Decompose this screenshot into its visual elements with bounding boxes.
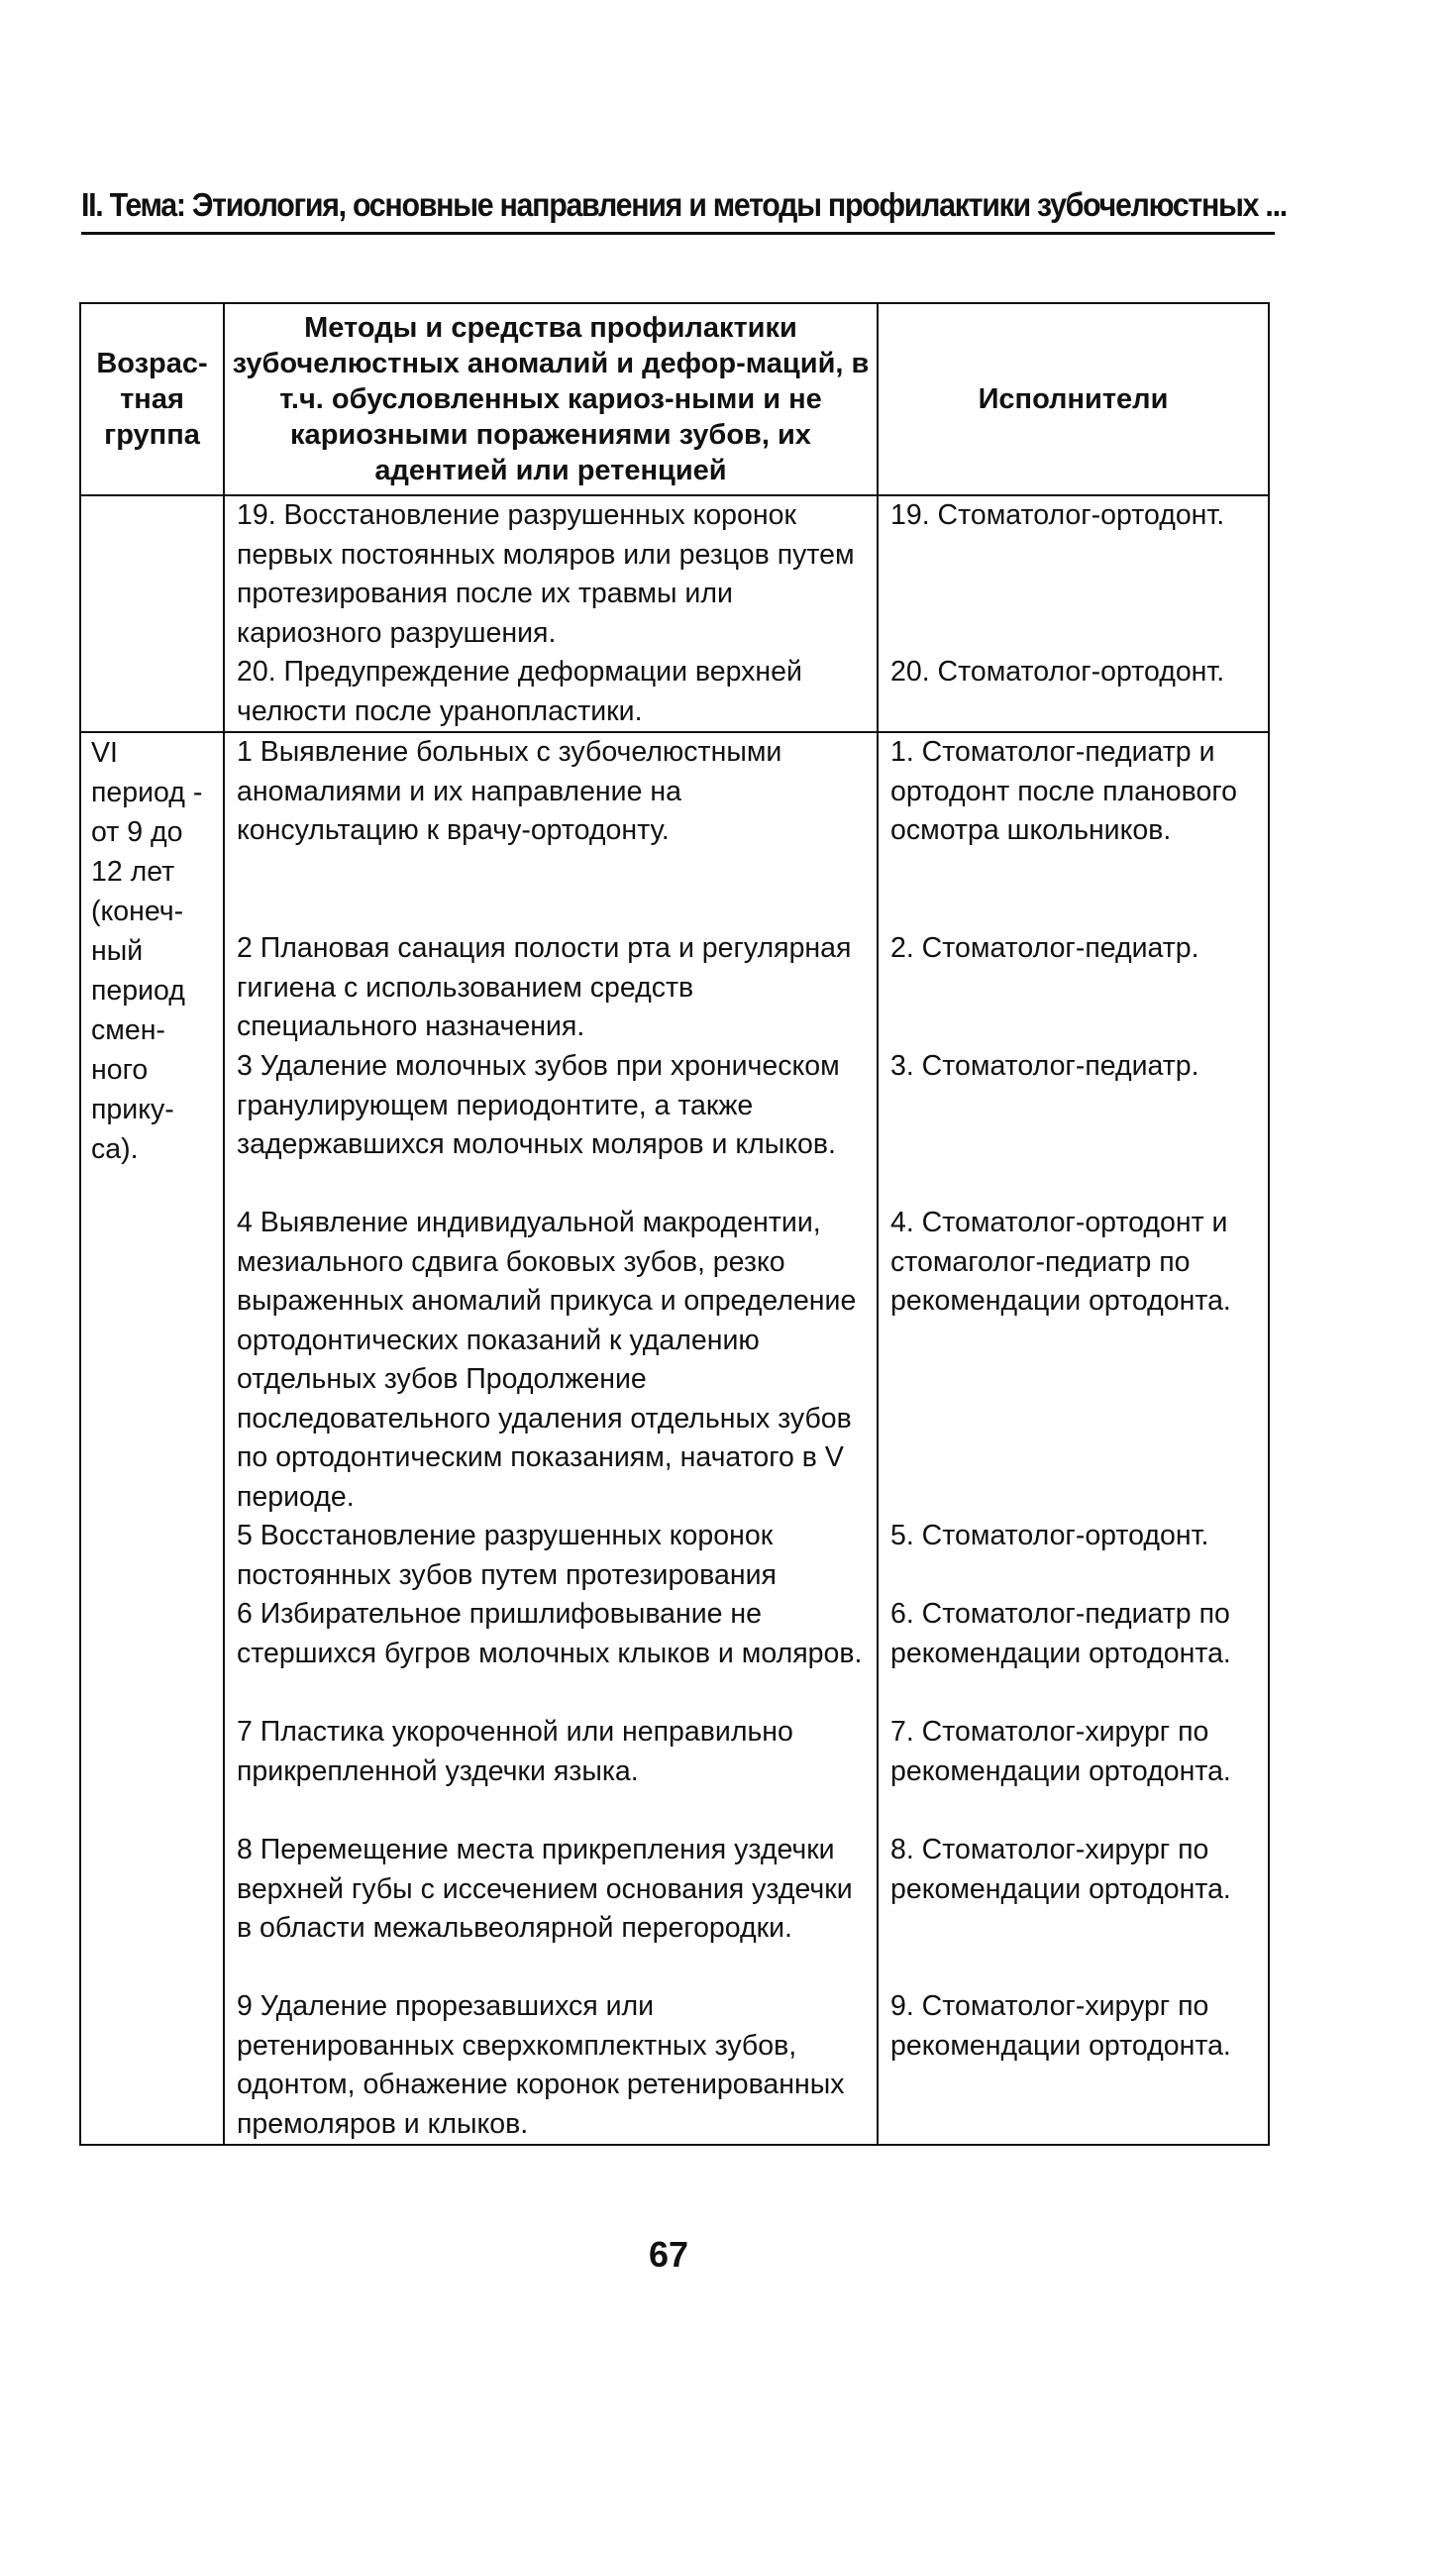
header-methods: Методы и средства профилактики зубочелюстных аномалий и дефор-маций, в т.ч. обусловленных кариоз-ными и не кариозными поражениями зубов, их адентией или ретенцией	[224, 303, 878, 495]
executor-item-8: 8. Стоматолог-хирург по рекомендации ортодонта.	[890, 1834, 1231, 1905]
table-header-row	[80, 303, 1269, 495]
method-item-5: 5 Восстановление разрушенных коронок постоянных зубов путем протезирования	[237, 1520, 777, 1591]
cont-executors-cell	[878, 495, 1269, 732]
method-item-1: 1 Выявление больных с зубочелюстными аномалиями и их направление на консультацию к врачу-ортодонту.	[237, 736, 782, 846]
executor-item-19: 19. Стоматолог-ортодонт.	[890, 499, 1225, 531]
prophylaxis-table	[79, 302, 1270, 2146]
cont-age-group	[80, 495, 224, 732]
method-item-20: 20. Предупреждение деформации верхней челюсти после уранопластики.	[237, 656, 802, 727]
executor-item-20: 20. Стоматолог-ортодонт.	[890, 656, 1225, 688]
period-age-group: VI период - от 9 до 12 лет (конеч-ный период смен-ного прику-са).	[80, 732, 224, 2145]
table-row-continuation	[80, 495, 1269, 732]
executor-item-6: 6. Стоматолог-педиатр по рекомендации ортодонта.	[890, 1598, 1231, 1669]
table-row-period-vi	[80, 732, 1269, 2145]
method-item-8: 8 Перемещение места прикрепления уздечки верхней губы с иссечением основания уздечки в области межальвеолярной перегородки.	[237, 1834, 853, 1944]
executor-item-4: 4. Стоматолог-ортодонт и стомаголог-педиатр по рекомендации ортодонта.	[890, 1207, 1231, 1317]
header-age-group: Возрас-тная группа	[80, 303, 224, 495]
period-methods-cell	[224, 732, 878, 2145]
method-item-9: 9 Удаление прорезавшихся или ретенированных сверхкомплектных зубов, одонтом, обнажение коронок ретенированных премоляров и клыков.	[237, 1990, 845, 2140]
executor-item-3: 3. Стоматолог-педиатр.	[890, 1050, 1199, 1082]
executor-item-1: 1. Стоматолог-педиатр и ортодонт после планового осмотра школьников.	[890, 736, 1237, 846]
method-item-3: 3 Удаление молочных зубов при хроническом гранулирующем периодонтите, а также задержавшихся молочных моляров и клыков.	[237, 1050, 840, 1160]
method-item-7: 7 Пластика укороченной или неправильно прикрепленной уздечки языка.	[237, 1716, 793, 1787]
method-item-6: 6 Избирательное пришлифовывание не стершихся бугров молочных клыков и моляров.	[237, 1598, 863, 1669]
header-executors: Исполнители	[878, 303, 1269, 495]
running-head: II. Тема: Этиология, основные направления и методы профилактики зубочелюстных ...	[81, 186, 1287, 223]
executor-item-9: 9. Стоматолог-хирург по рекомендации ортодонта.	[890, 1990, 1231, 2062]
method-item-19: 19. Восстановление разрушенных коронок первых постоянных моляров или резцов путем протезирования после их травмы или кариозного разрушения.	[237, 499, 855, 649]
method-item-4: 4 Выявление индивидуальной макродентии, мезиального сдвига боковых зубов, резко выраженных аномалий прикуса и определение ортодонтических показаний к удалению отдельных зубов Продолжение последовательного удаления отдельных зубов по ортодонтическим показаниям, начатого в V периоде.	[237, 1207, 857, 1513]
page-number: 67	[648, 2234, 689, 2275]
executor-item-5: 5. Стоматолог-ортодонт.	[890, 1520, 1209, 1551]
cont-methods-cell	[224, 495, 878, 732]
executor-item-2: 2. Стоматолог-педиатр.	[890, 932, 1199, 964]
method-item-2: 2 Плановая санация полости рта и регулярная гигиена с использованием средств специального назначения.	[237, 932, 852, 1042]
header-rule	[81, 232, 1275, 235]
period-executors-cell	[878, 732, 1269, 2145]
executor-item-7: 7. Стоматолог-хирург по рекомендации ортодонта.	[890, 1716, 1231, 1787]
